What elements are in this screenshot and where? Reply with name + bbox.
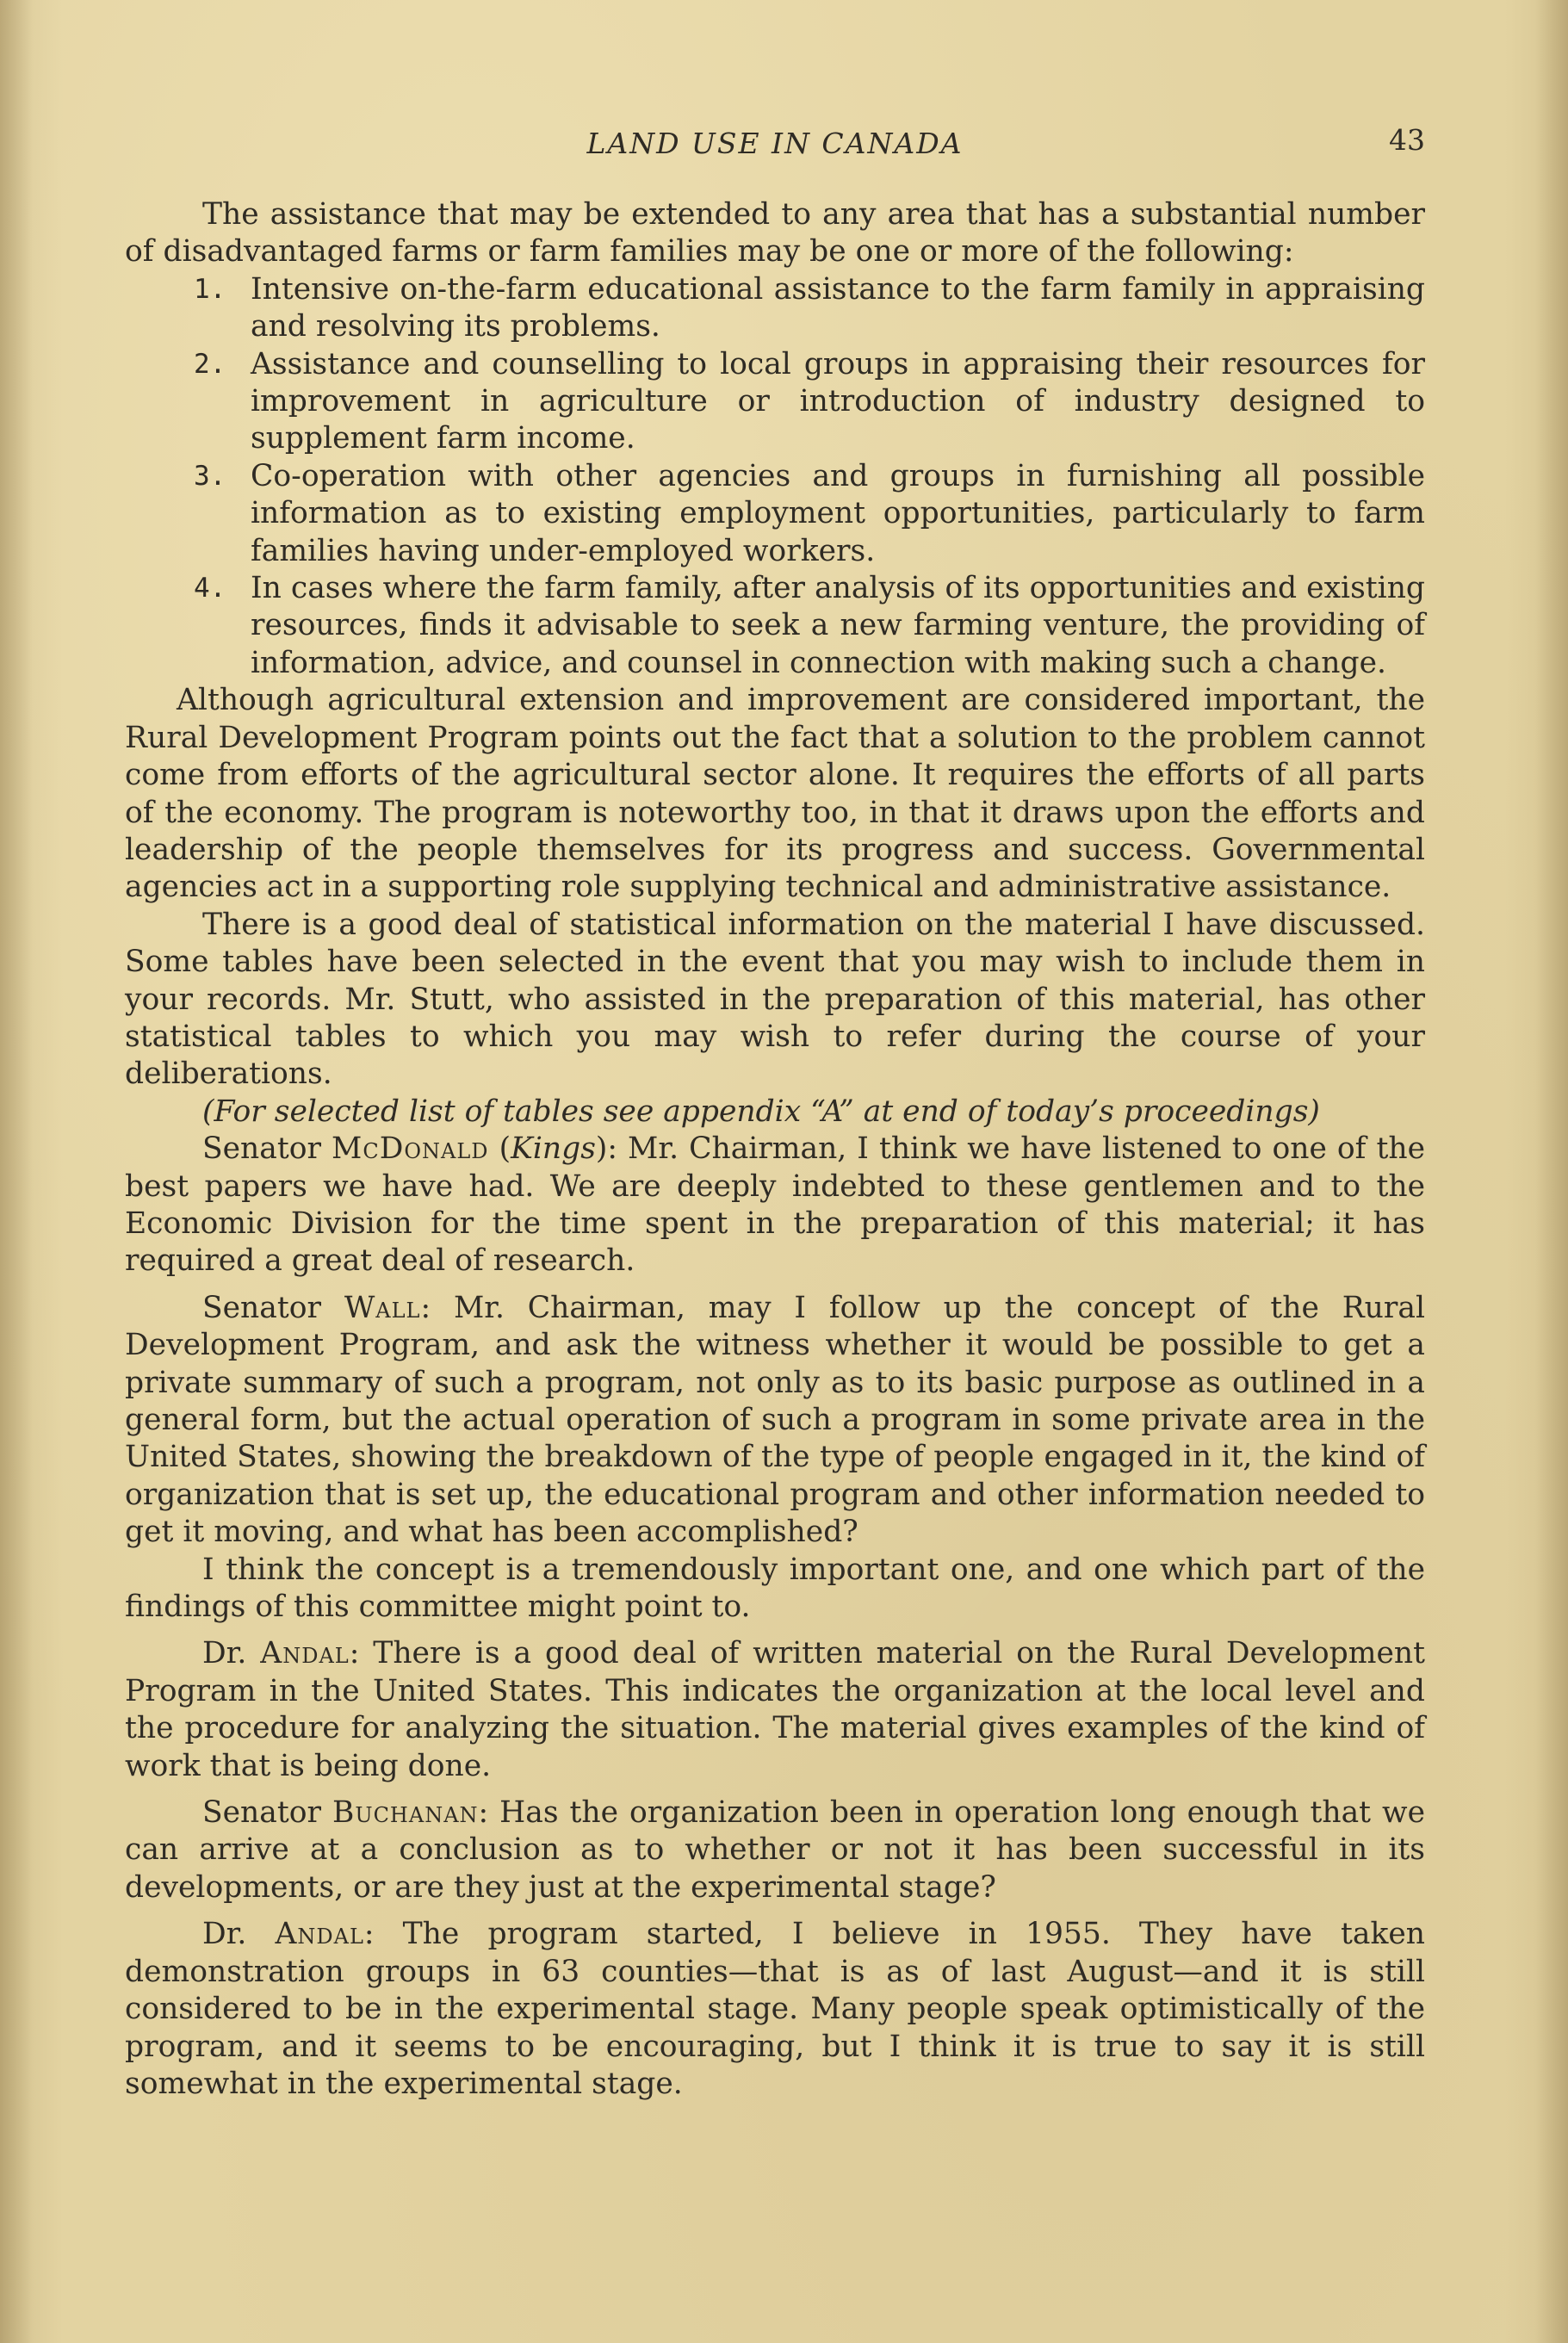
running-title: LAND USE IN CANADA bbox=[586, 127, 964, 160]
speaker-title: Dr. bbox=[202, 1917, 247, 1952]
speech-andal-2 bbox=[125, 1916, 1425, 2103]
list-item bbox=[125, 271, 1425, 346]
list-item-text: Intensive on-the-farm educational assistance to the farm family in appraising and resolving its problems. bbox=[251, 271, 1425, 344]
speech-buchanan bbox=[125, 1794, 1425, 1906]
speaker-name: Wall bbox=[344, 1290, 421, 1325]
body-text bbox=[125, 196, 1425, 2103]
list-item-number: 2. bbox=[194, 348, 226, 380]
page-number: 43 bbox=[1389, 123, 1425, 157]
list-item bbox=[125, 346, 1425, 458]
appendix-note: (For selected list of tables see appendix “A” at end of today’s proceedings) bbox=[202, 1094, 1320, 1129]
speaker-title: Senator bbox=[202, 1290, 321, 1325]
list-item-number: 1. bbox=[194, 273, 226, 305]
speech-wall bbox=[125, 1290, 1425, 1552]
speech-text: : There is a good deal of written material on the Rural Development Program in the United States. This indicates the organization at the local level and the procedure for analyzing the situation. The material gives examples of the kind of work that is being done. bbox=[125, 1636, 1425, 1783]
list-item-number: 4. bbox=[194, 573, 226, 604]
speaker-paren-close: ): bbox=[595, 1131, 617, 1167]
intro-paragraph: The assistance that may be extended to any area that has a substantial number of disadvantaged farms or farm families may be one or more of the following: bbox=[125, 197, 1425, 270]
speaker-name: Andal bbox=[275, 1917, 364, 1952]
assistance-list bbox=[125, 271, 1425, 682]
paragraph-although: Although agricultural extension and improvement are considered important, the Rural Development Program points out the fact that a solution to the problem cannot come from efforts of the agricultural sector alone. It requires the efforts of all parts of the economy. The program is noteworthy too, in that it draws upon the efforts and leadership of the people themselves for its progress and success. Governmental agencies act in a supporting role supplying technical and administrative assistance. bbox=[125, 683, 1425, 905]
speaker-title: Senator bbox=[202, 1131, 321, 1167]
speech-andal-1 bbox=[125, 1635, 1425, 1785]
list-item-text: In cases where the farm family, after analysis of its opportunities and existing resources, finds it advisable to seek a new farming venture, the providing of information, advice, and counsel in connection with making such a change. bbox=[251, 571, 1425, 680]
speech-text: : The program started, I believe in 1955. They have taken demonstration groups in 63 counties—that is as of last August—and it is still considered to be in the experimental stage. Many people speak optimistically of the program, and it seems to be encouraging, but I think it is true to say it is still somewhat in the experimental stage. bbox=[125, 1917, 1425, 2101]
speech-continuation: I think the concept is a tremendously important one, and one which part of the findings of this committee might point to. bbox=[125, 1552, 1425, 1625]
speaker-name: Buchanan bbox=[332, 1795, 479, 1831]
speech-text: : Has the organization been in operation long enough that we can arrive at a conclusion as to whether or not it has been successful in its developments, or are they just at the experimental stage? bbox=[125, 1795, 1425, 1905]
list-item-number: 3. bbox=[194, 460, 226, 492]
speech-text: : Mr. Chairman, may I follow up the concept of the Rural Development Program, and ask the witness whether it would be possible to get a private summary of such a program, not only as to its basic purpose as outlined in a general form, but the actual operation of such a program in some private area in the United States, showing the breakdown of the type of people engaged in it, the kind of organization that is set up, the educational program and other information needed to get it moving, and what has been accomplished? bbox=[125, 1290, 1425, 1550]
list-item-text: Assistance and counselling to local groups in appraising their resources for improvement in agriculture or introduction of industry designed to supplement farm income. bbox=[251, 346, 1425, 456]
paragraph-statistical: There is a good deal of statistical information on the material I have discussed. Some tables have been selected in the event that you may wish to include them in your records. Mr. Stutt, who assisted in the preparation of this material, has other statistical tables to which you may wish to refer during the course of your deliberations. bbox=[125, 907, 1425, 1092]
list-item bbox=[125, 458, 1425, 570]
speaker-paren-open: ( bbox=[488, 1131, 511, 1167]
speaker-name: Andal bbox=[260, 1636, 350, 1671]
list-item-text: Co-operation with other agencies and groups in furnishing all possible information as to existing employment opportunities, particularly to farm families having under-employed workers. bbox=[251, 458, 1425, 568]
speech-text: Mr. Chairman, I think we have listened to one of the best papers we have had. We are deeply indebted to these gentlemen and to the Economic Division for the time spent in the preparation of this material; it has required a great deal of research. bbox=[125, 1131, 1425, 1279]
speaker-title: Dr. bbox=[202, 1636, 247, 1671]
page-edge-shadow-right bbox=[1535, 0, 1568, 2343]
speaker-name: McDonald bbox=[332, 1131, 489, 1167]
page-edge-shadow-left bbox=[0, 0, 33, 2343]
speaker-title: Senator bbox=[202, 1795, 321, 1831]
list-item bbox=[125, 570, 1425, 682]
running-head bbox=[125, 123, 1425, 166]
speaker-riding: Kings bbox=[511, 1131, 596, 1167]
speech-mcdonald bbox=[125, 1131, 1425, 1280]
